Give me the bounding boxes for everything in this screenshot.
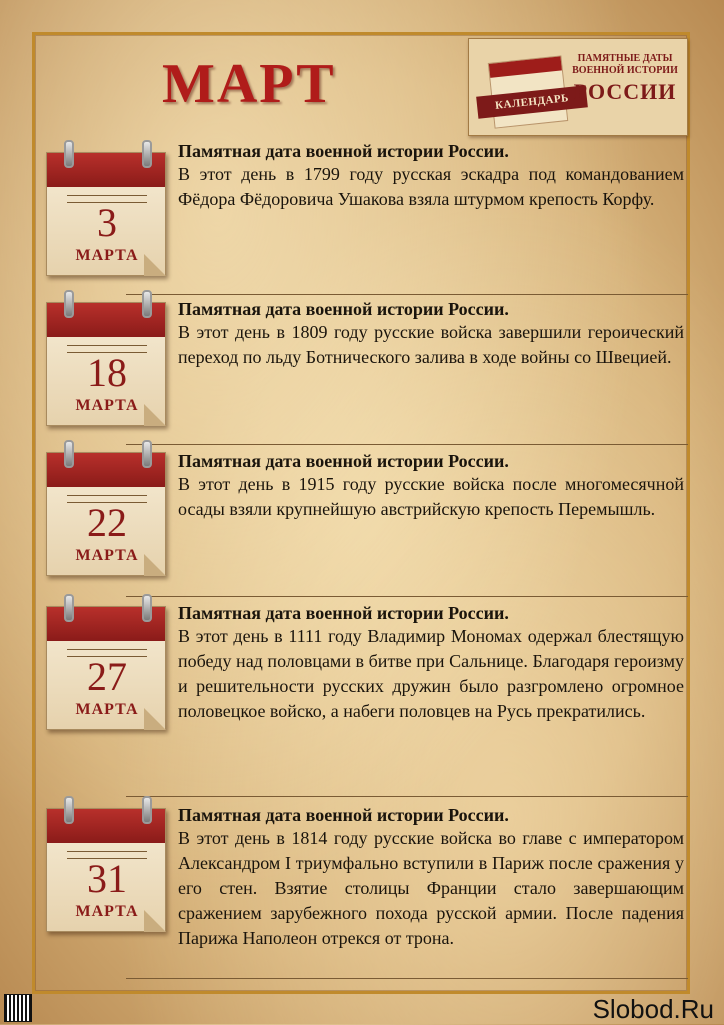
entry-heading: Памятная дата военной истории России.: [178, 451, 509, 471]
entry-text: В этот день в 1809 году русские войска завершили героический переход по льду Ботнического залива в ходе войны со Швецией.: [178, 322, 684, 367]
entry-day: 18: [87, 350, 127, 395]
entry-day: 31: [87, 856, 127, 901]
divider: [126, 978, 688, 979]
calendar-page-icon: [46, 296, 168, 426]
entry-text: В этот день в 1799 году русская эскадра под командованием Фёдора Фёдоровича Ушакова взяла штурмом крепость Корфу.: [178, 164, 684, 209]
entry-heading: Памятная дата военной истории России.: [178, 805, 509, 825]
entry-day: 22: [87, 500, 127, 545]
entry-text: В этот день в 1915 году русские войска после многомесячной осады взяли крупнейшую австрийскую крепость Перемышль.: [178, 474, 684, 519]
logo-banner: КАЛЕНДАРЬ: [476, 85, 588, 118]
entry-day: 27: [87, 654, 127, 699]
page-title: МАРТ: [162, 53, 336, 115]
entry-heading: Памятная дата военной истории России.: [178, 141, 509, 161]
calendar-page-icon: [46, 802, 168, 932]
watermark: Slobod.Ru: [592, 994, 714, 1024]
entry-month: МАРТА: [75, 397, 139, 414]
divider: [126, 444, 688, 445]
entry-month: МАРТА: [75, 547, 139, 564]
entry-heading: Памятная дата военной истории России.: [178, 603, 509, 623]
qr-code-icon: [4, 994, 32, 1022]
logo-title: РОССИИ: [573, 79, 677, 104]
calendar-page-icon: [46, 600, 168, 730]
entry-text: В этот день в 1814 году русские войска во главе с императором Александром I триумфально вступили в Париж после сражения у его стен. Взятие столицы Франции стало завершающим сражением зарубежного похода русской армии. После падения Парижа Наполеон отрекся от трона.: [178, 828, 684, 948]
divider: [126, 294, 688, 295]
entry-day: 3: [97, 200, 117, 245]
entry-month: МАРТА: [75, 247, 139, 264]
entry-month: МАРТА: [75, 701, 139, 718]
entry-month: МАРТА: [75, 903, 139, 920]
calendar-page-icon: [46, 446, 168, 576]
divider: [126, 596, 688, 597]
entry-text: В этот день в 1111 году Владимир Мономах одержал блестящую победу над половцами в битве при Сальнице. Благодаря героизму и решительности русских дружин было разгромлено огромное половецкое войско, а набеги половцев на Русь прекратились.: [178, 626, 684, 721]
divider: [126, 796, 688, 797]
calendar-page-icon: [46, 146, 168, 276]
calendar-logo: [468, 38, 688, 136]
entry-heading: Памятная дата военной истории России.: [178, 299, 509, 319]
logo-subtitle: ПАМЯТНЫЕ ДАТЫ ВОЕННОЙ ИСТОРИИ: [572, 53, 678, 76]
